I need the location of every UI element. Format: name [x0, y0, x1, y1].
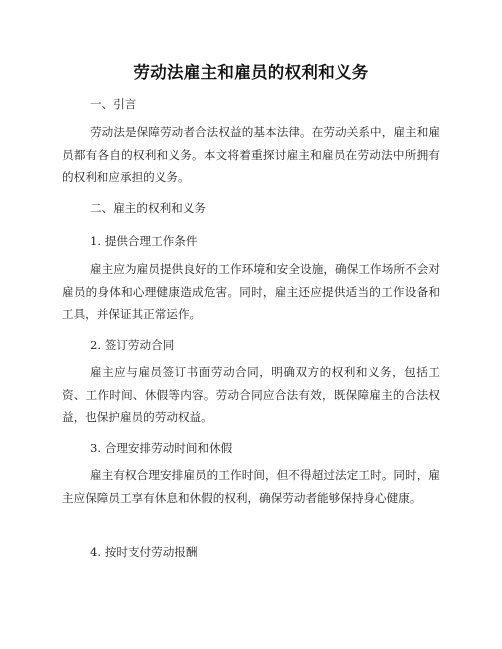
paragraph-working-conditions: 雇主应为雇员提供良好的工作环境和安全设施，确保工作场所不会对雇员的身体和心理健康造成危害。同时，雇主还应提供适当的工作设备和工具，并保证其正常运作。 [62, 262, 440, 321]
document-title: 劳动法雇主和雇员的权利和义务 [133, 63, 369, 82]
paragraph-labor-contract: 雇主应与雇员签订书面劳动合同，明确双方的权利和义务，包括工资、工作时间、休假等内容。劳动合同应合法有效，既保障雇主的合法权益，也保护雇员的劳动权益。 [62, 365, 440, 424]
paragraph-working-hours: 雇主有权合理安排雇员的工作时间，但不得超过法定工时。同时，雇主应保障员工享有休息和休假的权利，确保劳动者能够保持身心健康。 [62, 468, 440, 505]
subheading-working-hours: 3. 合理安排劳动时间和休假 [90, 441, 233, 455]
subheading-payment: 4. 按时支付劳动报酬 [90, 545, 198, 559]
subheading-labor-contract: 2. 签订劳动合同 [90, 338, 175, 352]
paragraph-introduction: 劳动法是保障劳动者合法权益的基本法律。在劳动关系中，雇主和雇员都有各自的权利和义务。本文将着重探讨雇主和雇员在劳动法中所拥有的权利和应承担的义务。 [62, 125, 440, 184]
section-heading-introduction: 一、引言 [90, 97, 137, 111]
subheading-working-conditions: 1. 提供合理工作条件 [90, 234, 198, 248]
section-heading-employer-rights: 二、雇主的权利和义务 [90, 201, 206, 215]
